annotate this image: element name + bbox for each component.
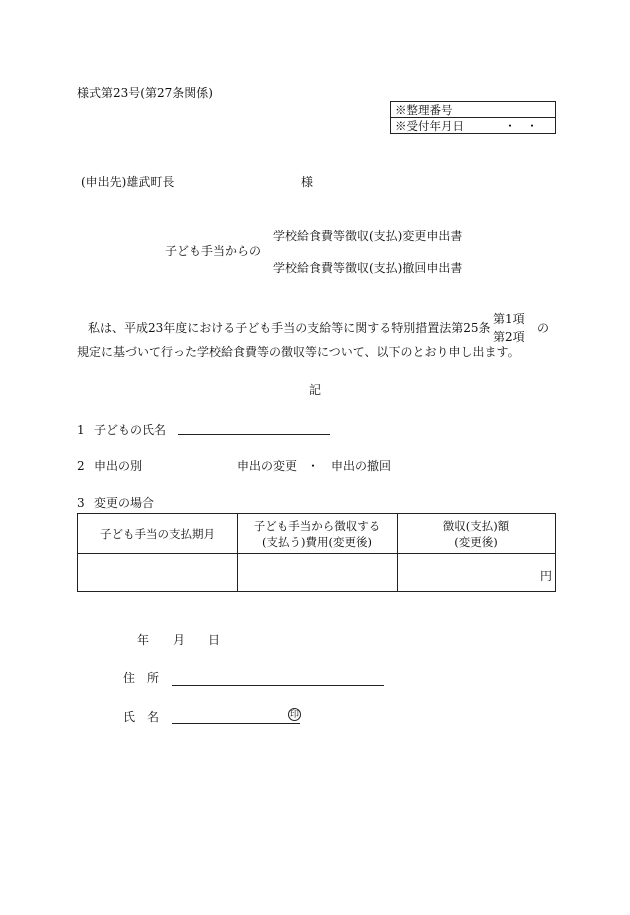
name-label: 氏 名 bbox=[123, 710, 160, 724]
title-option-change: 学校給食費等徴収(支払)変更申出書 bbox=[273, 229, 463, 243]
item1-number: 1 bbox=[77, 423, 85, 437]
request-type-withdraw-option[interactable]: 申出の撤回 bbox=[331, 459, 392, 473]
statement-line-2: 規定に基づいて行った学校給食費等の徴収等について、以下のとおり申し出ます。 bbox=[77, 345, 520, 359]
header-payment-month-line1: 子ども手当の支払期月 bbox=[100, 526, 215, 541]
request-type-change-option[interactable]: 申出の変更 bbox=[237, 459, 298, 473]
header-amount-line1: 徴収(支払)額 bbox=[442, 518, 510, 533]
table-header-payment-month bbox=[78, 514, 237, 553]
child-name-underline bbox=[178, 434, 330, 435]
date-dot-2: ・ bbox=[526, 119, 538, 133]
header-amount-line2: (変更後) bbox=[454, 534, 498, 549]
received-date-dots bbox=[499, 118, 543, 134]
address-value[interactable] bbox=[172, 670, 384, 684]
amount-unit: 円 bbox=[540, 569, 553, 583]
child-name-value[interactable] bbox=[178, 420, 330, 434]
date-month: 月 bbox=[173, 633, 186, 647]
received-date-label: ※受付年月日 bbox=[395, 119, 464, 133]
date-day: 日 bbox=[208, 633, 221, 647]
statement-line-1: 私は、平成23年度における子ども手当の支給等に関する特別措置法第25条 bbox=[88, 321, 491, 335]
address-underline bbox=[172, 685, 384, 686]
office-use-reference-number bbox=[391, 102, 555, 118]
addressee-honorific: 様 bbox=[301, 175, 314, 189]
reference-number-label: ※整理番号 bbox=[395, 103, 453, 117]
item3-number: 3 bbox=[77, 496, 85, 510]
name-underline bbox=[172, 723, 300, 724]
table-cell-expense[interactable] bbox=[239, 555, 396, 591]
addressee-label: (申出先)雄武町長 bbox=[81, 175, 175, 189]
table-cell-amount[interactable] bbox=[399, 555, 539, 591]
name-value[interactable] bbox=[172, 708, 286, 722]
header-expense-line2: (支払う)費用(変更後) bbox=[262, 534, 372, 549]
address-label: 住 所 bbox=[123, 671, 160, 685]
statement-particle: の bbox=[537, 321, 550, 335]
date-year: 年 bbox=[137, 633, 150, 647]
title-prefix: 子ども手当からの bbox=[165, 244, 262, 258]
date-dot-1: ・ bbox=[504, 119, 516, 133]
seal-mark-icon: 印 bbox=[289, 710, 299, 720]
item2-label: 申出の別 bbox=[94, 459, 143, 473]
item2-number: 2 bbox=[77, 459, 85, 473]
table-header-expense bbox=[237, 514, 397, 553]
statement-clause-1: 第1項 bbox=[493, 312, 525, 326]
item3-label: 変更の場合 bbox=[94, 496, 155, 510]
header-expense-line1: 子ども手当から徴収する bbox=[253, 518, 381, 533]
office-use-received-date bbox=[391, 118, 555, 134]
statement-clause-2: 第2項 bbox=[493, 330, 525, 344]
ki-heading: 記 bbox=[309, 383, 322, 397]
table-cell-payment-month[interactable] bbox=[79, 555, 236, 591]
table-header-amount bbox=[397, 514, 555, 553]
title-option-withdraw: 学校給食費等徴収(支払)撤回申出書 bbox=[273, 261, 463, 275]
change-details-table bbox=[77, 513, 556, 592]
form-number: 様式第23号(第27条関係) bbox=[77, 86, 213, 100]
table-row-divider bbox=[78, 553, 555, 554]
item1-label: 子どもの氏名 bbox=[94, 423, 167, 437]
request-type-separator: ・ bbox=[307, 459, 320, 473]
office-use-box bbox=[390, 101, 556, 134]
